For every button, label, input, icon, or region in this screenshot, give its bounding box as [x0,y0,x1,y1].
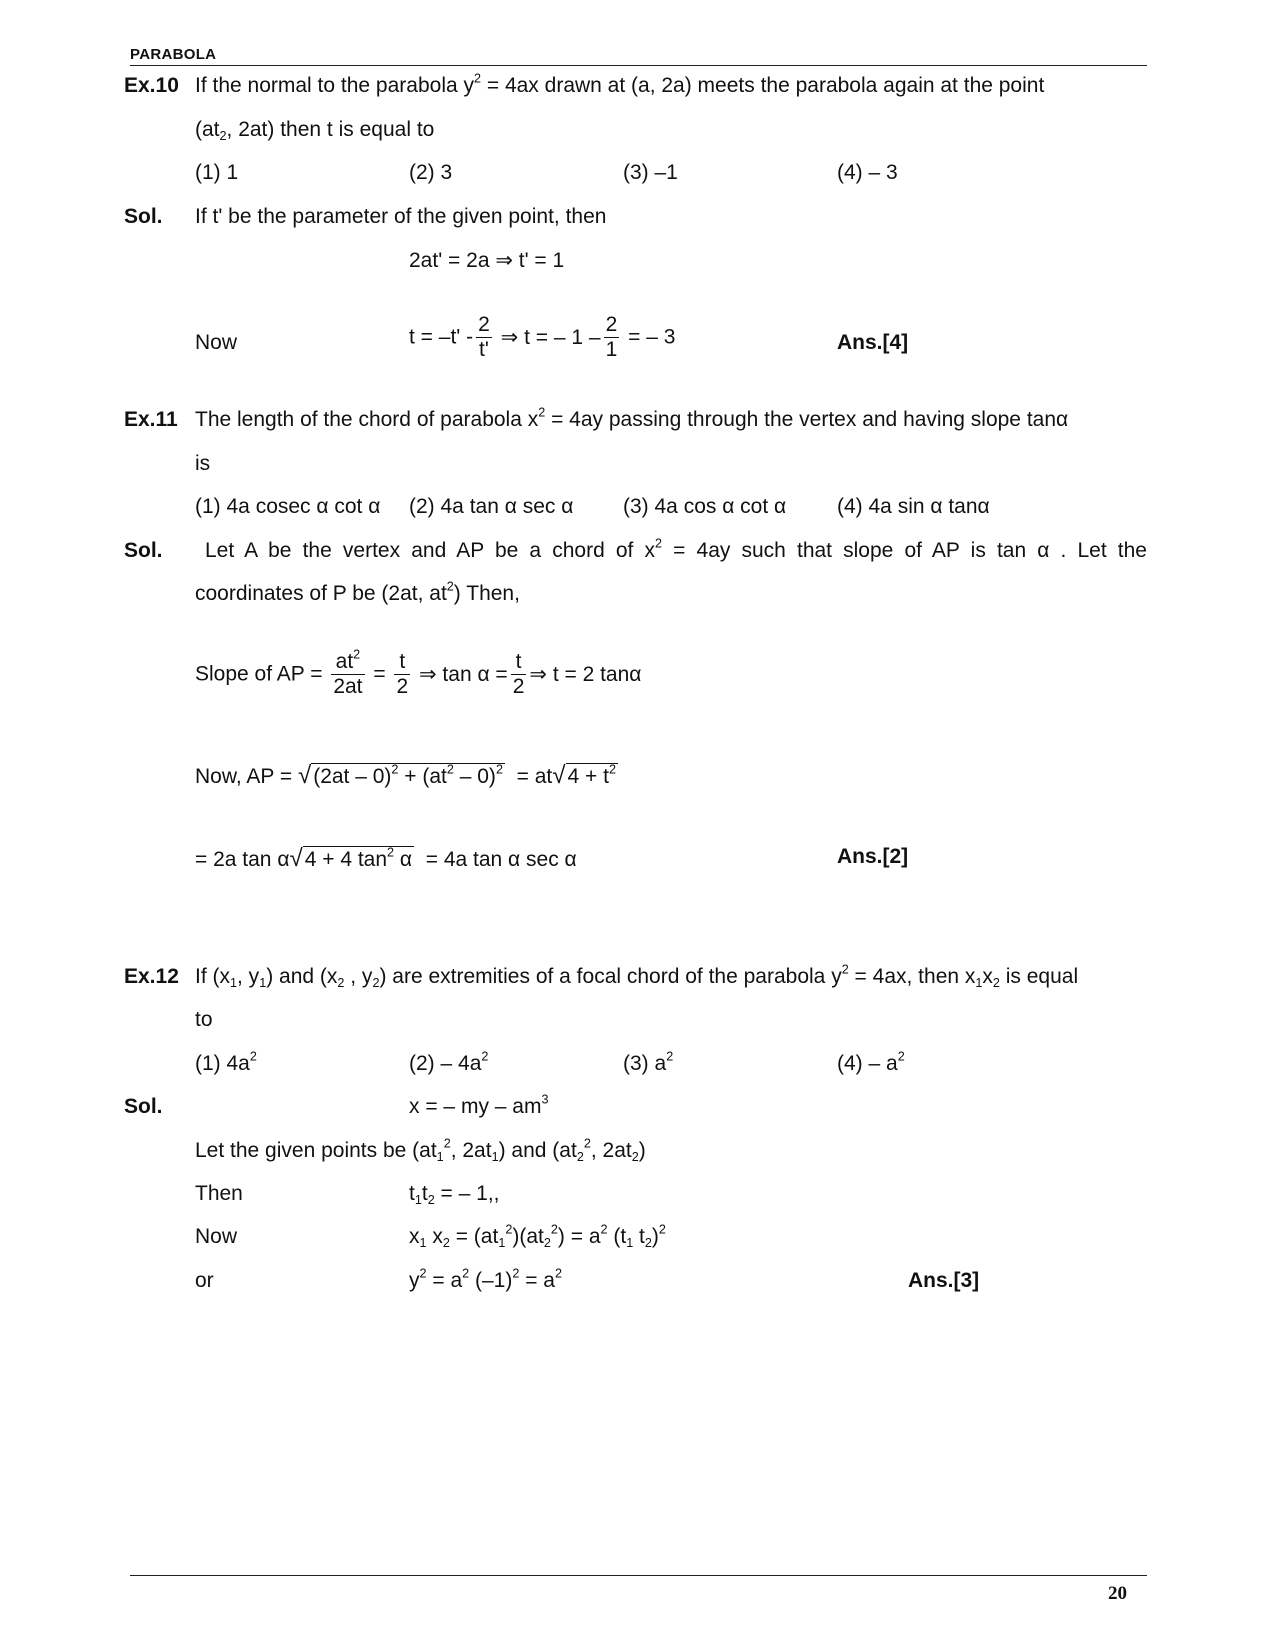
ex11-sol-label: Sol. [124,539,163,562]
ex10-option-1: (1) 1 [195,161,239,184]
ex12-question-line2: to [195,1008,213,1031]
ex10-question-line1: If the normal to the parabola $y^2 = 4ax$ drawn at (a, 2a) meets the parabola again at the point [195,71,1045,97]
ex12-sol-eq1: x = – my – $am^3$ [409,1092,549,1118]
ex12-label: Ex.12 [124,965,179,988]
ex12-sol-label: Sol. [124,1095,163,1118]
ex12-option-3: (3) $a^2$ [623,1049,674,1075]
ex12-option-2: $(2) - 4a^2$ [409,1049,489,1075]
ex11-option-1: (1) 4a cosec α cot α [195,495,381,518]
ex12-then-label: Then [195,1182,243,1205]
ex11-ap-equation: Now, AP = $√(2at - 0)^2 + (at^2 - 0)^2 = at√4 + t^2$ [195,762,616,789]
ex10-now-label: Now [195,331,238,354]
ex11-final-equation: = 2a tan α√4 + 4 $\tan^2 \alpha = 4a$ tan α sec α [195,845,577,872]
ex12-now-eq: $x_1$ $x_2 = (at_1^2)(at_2^2) = a^2$ ($t_1$ $t_2)^2$ [409,1222,666,1250]
ex12-then-eq: $t_1t_2$ = – 1,, [409,1182,500,1207]
ex12-option-1: (1) $4a^2$ [195,1049,257,1075]
ex12-question-line1: If ($x_1$, $y_1$) and ($x_2$ , $y_2$) are extremities of a focal chord of the parabola $y^2 = 4ax$, then $x_1x_2$ is equal [195,962,1079,990]
ex11-option-4: (4) 4a sin α tanα [837,495,990,518]
ex11-question-line1: The length of the chord of parabola $x^2 = 4ay$ passing through the vertex and having slope tanα [195,405,1069,431]
ex10-sol-text: If t' be the parameter of the given point, then [195,205,607,228]
ex10-sol-eq2: t = –t' - $\frac{2}{t'}$ ⇒ t = – 1 – $\frac{2}{1}$ = – 3 [409,313,676,362]
ex12-or-eq: $y^2 = a^2$ $(-1)^2 = a^2$ [409,1266,562,1292]
ex11-question-line2: is [195,452,211,475]
ex11-option-2: (2) 4a tan α sec α [409,495,574,518]
footer-rule [130,1575,1147,1576]
ex11-slope-equation: Slope of AP = $\frac{at^2}{2at}$ = $\frac{t}{2}$ ⇒ tan α = $\frac{t}{2}$ ⇒ t = 2 tanα [195,647,642,699]
page-number: 20 [1108,1583,1127,1604]
ex10-question-line2: ($at_2$, 2at) then t is equal to [195,118,435,143]
header-rule [130,65,1147,66]
ex12-option-4: $(4) - a^2$ [837,1049,905,1075]
ex11-answer: Ans.[2] [837,845,909,868]
ex12-now-label: Now [195,1225,238,1248]
ex11-sol-line2: coordinates of P be (2at, $at^2$) Then, [195,579,520,605]
ex12-or-label: or [195,1269,214,1292]
ex10-answer: Ans.[4] [837,331,909,354]
ex11-label: Ex.11 [124,408,178,431]
ex10-option-4: (4) – 3 [837,161,898,184]
ex11-sol-line1: Let A be the vertex and AP be a chord of $x^2 = 4ay$ such that slope of AP is tan α . Let the [205,536,1147,562]
ex10-sol-label: Sol. [124,205,163,228]
ex10-option-3: (3) –1 [623,161,678,184]
ex10-sol-eq1: 2at' = 2a ⇒ t' = 1 [409,249,565,272]
ex10-option-2: (2) 3 [409,161,453,184]
ex12-answer: Ans.[3] [908,1269,980,1292]
page-header: PARABOLA [130,46,217,63]
ex10-label: Ex.10 [124,74,179,97]
ex12-let-line: Let the given points be ($at_1^2$, $2at_1$) and ($at_2^2$, $2at_2$) [195,1136,646,1164]
ex11-option-3: (3) 4a cos α cot α [623,495,787,518]
